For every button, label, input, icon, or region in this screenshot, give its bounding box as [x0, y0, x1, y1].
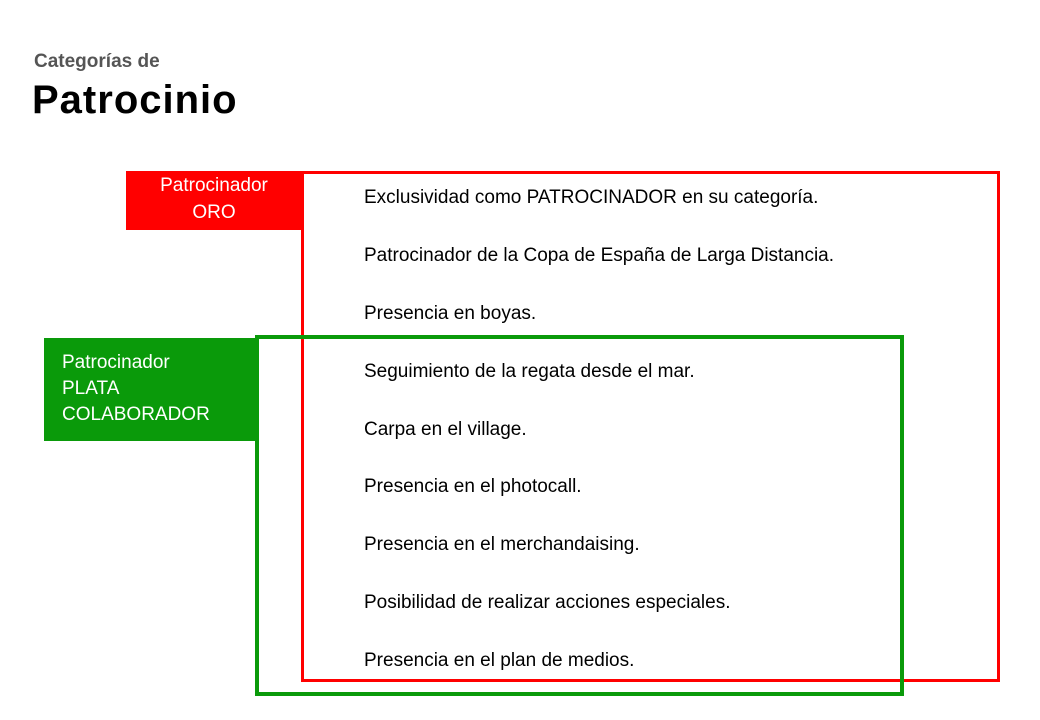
silver-tier-label-line: PLATA [62, 378, 120, 399]
benefit-item: Carpa en el village. [364, 418, 527, 440]
gold-tier-label-line: Patrocinador [160, 175, 268, 196]
benefits-list [364, 179, 834, 700]
silver-tier-label-line: Patrocinador [62, 352, 170, 373]
benefit-item: Presencia en el photocall. [364, 476, 582, 498]
page-subtitle: Categorías de [34, 51, 160, 72]
benefit-item: Patrocinador de la Copa de España de Larga Distancia. [364, 244, 835, 266]
silver-tier-label-line: COLABORADOR [62, 404, 210, 425]
benefit-item: Exclusividad como PATROCINADOR en su categoría. [364, 187, 819, 208]
benefit-item: Seguimiento de la regata desde el mar. [364, 360, 695, 382]
benefit-item: Presencia en el merchandaising. [364, 534, 640, 556]
gold-tier-label [126, 171, 302, 230]
benefit-item: Posibilidad de realizar acciones especiales. [364, 592, 731, 614]
gold-tier-label-line: ORO [192, 202, 236, 223]
benefit-item: Presencia en el plan de medios. [364, 650, 635, 672]
benefit-item: Presencia en boyas. [364, 302, 537, 324]
silver-tier-label [44, 338, 258, 441]
page-title: Patrocinio [32, 78, 238, 122]
